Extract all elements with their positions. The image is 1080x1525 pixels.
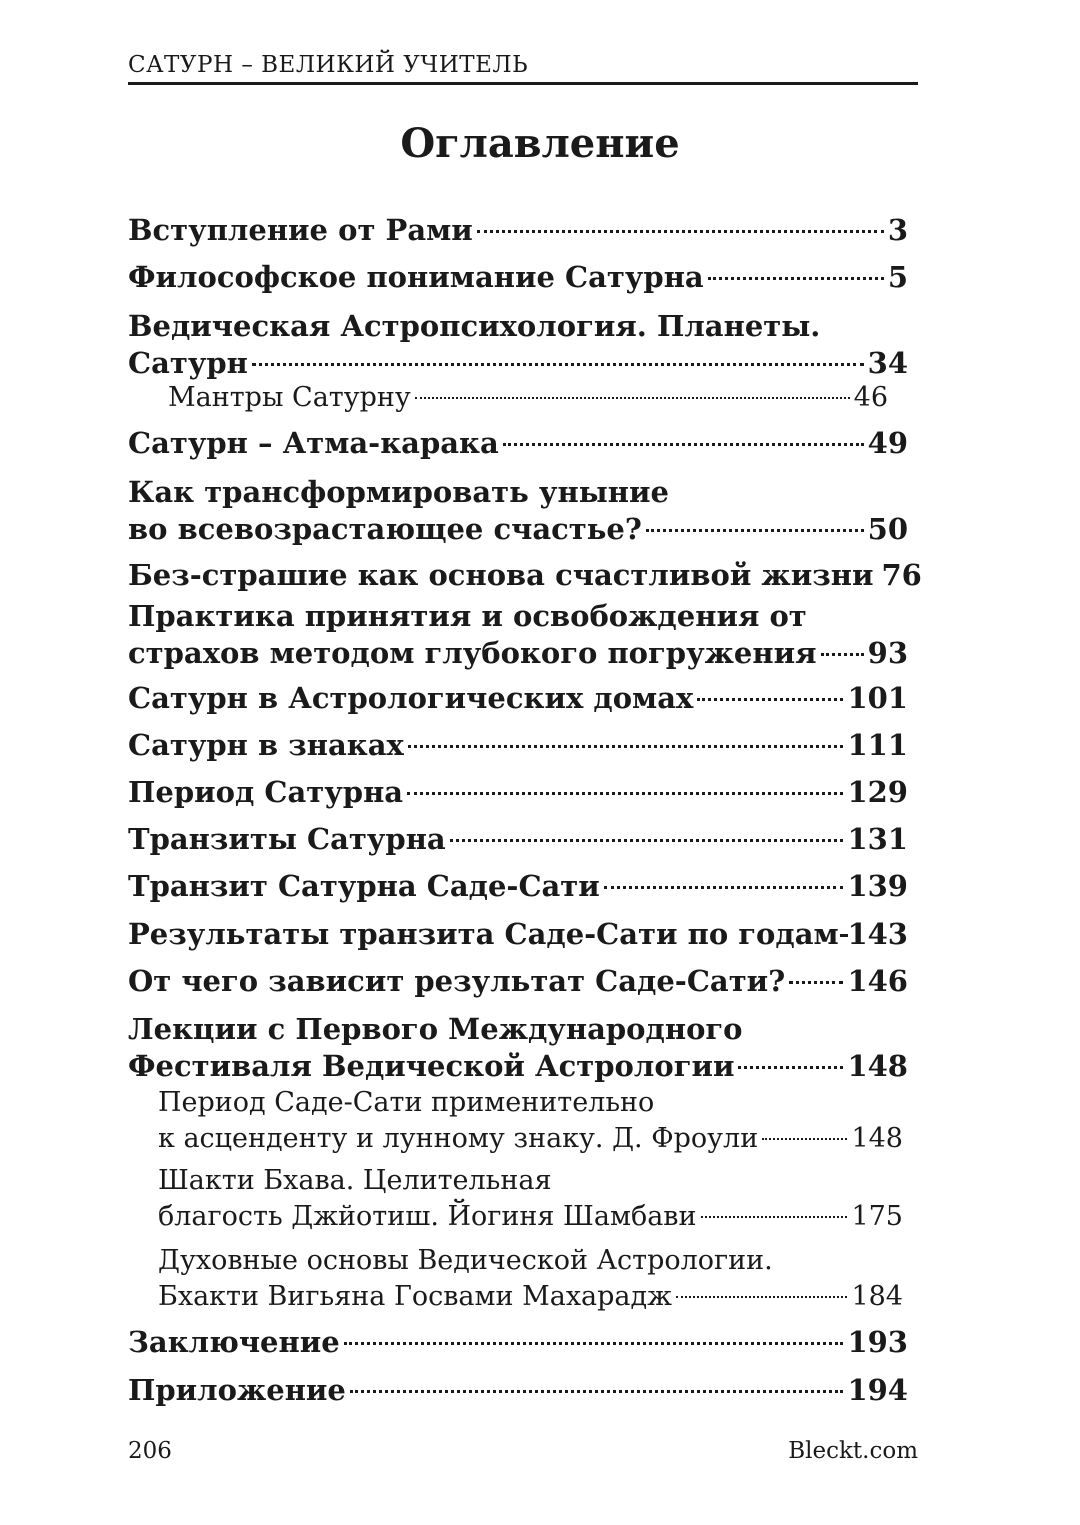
toc-entry-page: 139 (847, 869, 908, 903)
toc-subentry-title-line2: к асценденту и лунному знаку. Д. Фроули (158, 1123, 759, 1154)
toc-entry-page: 76 (881, 558, 922, 592)
toc-entry-title-line2: во всевозрастающее счастье? (128, 512, 642, 546)
toc-entry-title-line1: Практика принятия и освобождения от (128, 599, 807, 633)
toc-entry-page: 148 (851, 1123, 903, 1154)
toc-entry-title: Результаты транзита Саде-Сати по годам (128, 917, 839, 951)
toc-entry-page: 93 (867, 636, 908, 670)
toc-entry (128, 557, 922, 594)
toc-leader (821, 653, 864, 656)
toc-entry (128, 598, 908, 672)
toc-leader (503, 443, 864, 446)
toc-entry (128, 1324, 908, 1361)
toc-leader (415, 397, 850, 399)
toc-leader (701, 1216, 848, 1218)
toc-leader (697, 698, 843, 701)
toc-entry-title-line1: Ведическая Астропсихология. Планеты. (128, 309, 821, 343)
toc-entry (128, 308, 908, 382)
toc-leader (344, 1342, 844, 1345)
toc-entry-title: Сатурн в знаках (128, 728, 404, 762)
toc-entry-page: 34 (867, 346, 908, 380)
toc-leader (738, 1066, 843, 1069)
toc-leader (843, 934, 844, 937)
toc-leader (407, 792, 843, 795)
toc-subentry-title-line1: Шакти Бхава. Целительная (158, 1165, 552, 1196)
toc-leader (408, 745, 844, 748)
toc-subentry (158, 1243, 903, 1315)
toc-entry-page: 146 (847, 964, 908, 998)
toc-entry-title: Заключение (128, 1325, 340, 1359)
toc-entry-title: Вступление от Рами (128, 213, 473, 247)
page-number: 206 (128, 1438, 172, 1464)
toc-subentry-title-line2: Бхакти Вигьяна Госвами Махарадж (158, 1281, 672, 1312)
toc-leader (676, 1296, 847, 1298)
toc-leader (646, 529, 864, 532)
toc-entry-page: 46 (853, 382, 888, 413)
toc-entry (128, 916, 908, 953)
toc-entry-title-line1: Лекции с Первого Международного (128, 1012, 743, 1046)
toc-leader (350, 1390, 844, 1393)
toc-leader (604, 886, 844, 889)
toc-entry (128, 963, 908, 1000)
toc-leader (252, 363, 864, 366)
toc-subentry (158, 1085, 903, 1157)
toc-entry-page: 194 (847, 1373, 908, 1407)
toc-leader (708, 277, 884, 280)
toc-leader (450, 839, 844, 842)
toc-entry-title: Приложение (128, 1373, 346, 1407)
toc-entry (128, 259, 908, 296)
toc-entry-title: Сатурн в Астрологических домах (128, 681, 694, 715)
toc-entry-page: 50 (867, 512, 908, 546)
toc-entry (128, 425, 908, 462)
toc-entry (128, 868, 908, 905)
toc-entry (128, 727, 908, 764)
toc-entry-page: 175 (851, 1201, 903, 1232)
toc-entry-title: Сатурн – Атма-карака (128, 426, 499, 460)
toc-entry (128, 212, 908, 249)
toc-leader (477, 230, 884, 233)
toc-entry-title-line2: страхов методом глубокого погружения (128, 636, 817, 670)
toc-entry-page: 193 (847, 1325, 908, 1359)
toc-entry-page: 131 (847, 822, 908, 856)
toc-leader (762, 1138, 847, 1140)
toc-entry (128, 774, 908, 811)
toc-entry-page: 129 (847, 775, 908, 809)
toc-entry (128, 821, 908, 858)
toc-subentry-title-line2: благость Джйотиш. Йогиня Шамбави (158, 1201, 697, 1232)
toc-entry-title: Без-страшие как основа счастливой жизни (128, 558, 874, 592)
toc-subentry (168, 380, 888, 416)
toc-entry-title: Транзиты Сатурна (128, 822, 446, 856)
toc-entry-page: 184 (851, 1281, 903, 1312)
toc-entry-page: 3 (887, 213, 908, 247)
toc-leader (789, 981, 843, 984)
toc-subentry-title-line1: Духовные основы Ведической Астрологии. (158, 1245, 773, 1276)
toc-entry-page: 111 (847, 728, 908, 762)
toc-entry-title: От чего зависит результат Саде-Сати? (128, 964, 786, 998)
toc-entry-page: 5 (887, 260, 908, 294)
toc-entry (128, 680, 908, 717)
toc-entry-title-line2: Сатурн (128, 346, 248, 380)
toc-entry-title: Период Сатурна (128, 775, 404, 809)
toc-subentry-title-line1: Период Саде-Сати применительно (158, 1087, 655, 1118)
toc-entry (128, 1011, 908, 1085)
toc-entry-title: Транзит Сатурна Саде-Сати (128, 869, 600, 903)
toc-subentry (158, 1163, 903, 1235)
toc-entry (128, 1372, 908, 1409)
running-head: САТУРН – ВЕЛИКИЙ УЧИТЕЛЬ (128, 52, 918, 85)
site-credit: Bleckt.com (788, 1438, 918, 1464)
toc-entry-page: 143 (847, 917, 908, 951)
page-title: Оглавление (400, 120, 680, 167)
toc-entry-title: Философское понимание Сатурна (128, 260, 704, 294)
toc-entry-title-line1: Как трансформировать уныние (128, 475, 669, 509)
toc-entry-page: 101 (847, 681, 908, 715)
toc-subentry-title: Мантры Сатурну (168, 382, 411, 413)
toc-entry-title-line2: Фестиваля Ведической Астрологии (128, 1049, 735, 1083)
toc-entry-page: 49 (867, 426, 908, 460)
toc-entry-page: 148 (847, 1049, 908, 1083)
toc-entry (128, 474, 908, 548)
